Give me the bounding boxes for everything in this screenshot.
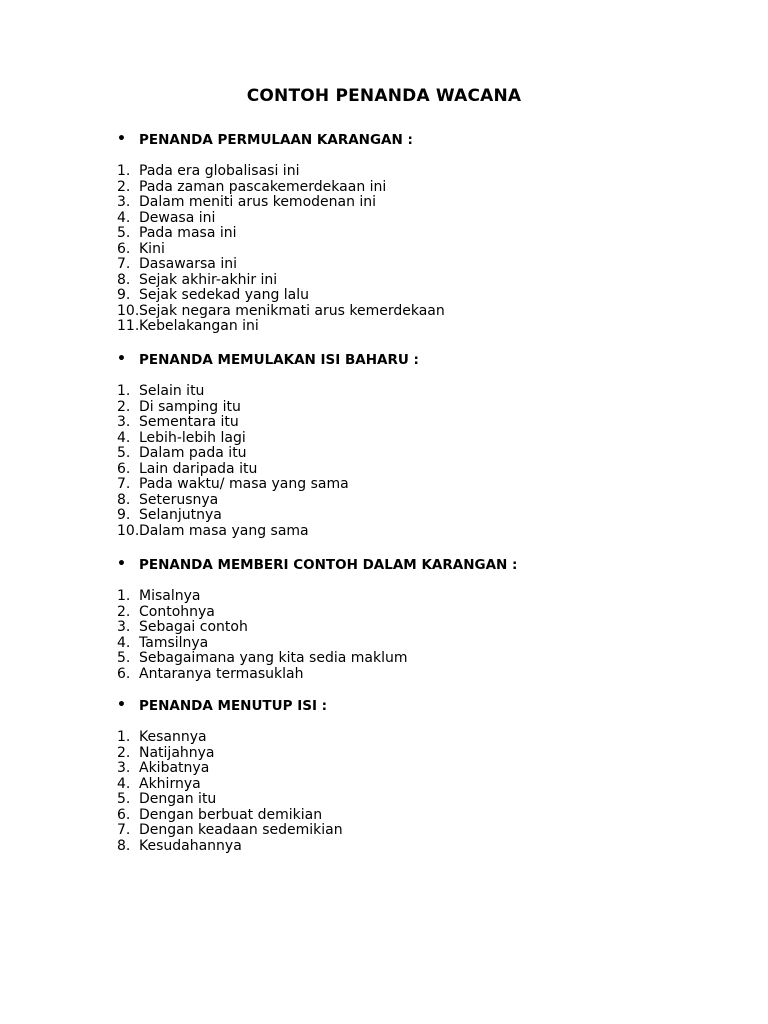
list-item-number: 3. (117, 760, 131, 776)
list-item (117, 446, 737, 462)
list-item-text: Dengan itu (139, 791, 217, 807)
list-item-text: Seterusnya (139, 491, 219, 508)
list-item (117, 462, 737, 478)
list-item-text: Sejak negara menikmati arus kemerdekaan (139, 302, 445, 319)
list-item-number: 3. (117, 414, 131, 430)
list-item-text: Antaranya termasuklah (139, 665, 304, 682)
bullet-icon: • (117, 351, 126, 367)
list-item-text: Dasawarsa ini (139, 256, 237, 272)
list-item-text: Pada era globalisasi ini (139, 163, 300, 179)
list-item-number: 5. (117, 650, 131, 666)
list-item-text: Dengan keadaan sedemikian (139, 822, 343, 838)
list-item (117, 431, 737, 447)
list-item (117, 211, 737, 227)
list-item-number: 4. (117, 429, 131, 446)
list-item-number: 1. (117, 383, 131, 399)
list-item-text: Lebih-lebih lagi (139, 429, 246, 446)
item-list (117, 730, 737, 854)
list-item (117, 823, 737, 839)
list-item-number: 2. (117, 178, 131, 195)
list-item-text: Sebagai contoh (139, 619, 248, 635)
section-permulaan-karangan (117, 132, 737, 335)
list-item (117, 808, 737, 824)
list-item-text: Lain daripada itu (139, 460, 258, 477)
list-item-number: 6. (117, 665, 131, 682)
list-item-number: 4. (117, 775, 131, 792)
bullet-icon: • (117, 131, 126, 147)
section-heading (117, 698, 737, 716)
list-item-number: 6. (117, 806, 131, 823)
section-heading-text: PENANDA PERMULAAN KARANGAN : (139, 132, 413, 148)
list-item-text: Pada zaman pascakemerdekaan ini (139, 178, 387, 195)
list-item-number: 6. (117, 460, 131, 477)
list-item-number: 6. (117, 240, 131, 257)
section-menutup-isi (117, 698, 737, 854)
list-item (117, 304, 737, 320)
list-item-text: Dalam meniti arus kemodenan ini (139, 194, 377, 210)
list-item (117, 273, 737, 289)
list-item-text: Sementara itu (139, 414, 239, 430)
list-item (117, 195, 737, 211)
list-item-text: Pada masa ini (139, 225, 237, 241)
list-item-text: Di samping itu (139, 398, 241, 415)
list-item-number: 7. (117, 476, 131, 492)
list-item (117, 605, 737, 621)
list-item (117, 508, 737, 524)
list-item-number: 3. (117, 619, 131, 635)
list-item-text: Dengan berbuat demikian (139, 806, 323, 823)
list-item-text: Kebelakangan ini (139, 318, 259, 334)
list-item-text: Natijahnya (139, 744, 215, 761)
list-item-number: 10. (117, 302, 140, 319)
list-item (117, 636, 737, 652)
list-item-text: Dewasa ini (139, 209, 216, 226)
list-item-number: 10. (117, 522, 140, 539)
list-item-number: 1. (117, 729, 131, 745)
list-item (117, 589, 737, 605)
list-item-number: 1. (117, 588, 131, 604)
list-item (117, 226, 737, 242)
list-item-number: 3. (117, 194, 131, 210)
list-item-text: Selanjutnya (139, 507, 222, 523)
list-item (117, 493, 737, 509)
list-item-text: Misalnya (139, 588, 201, 604)
list-item (117, 477, 737, 493)
list-item (117, 777, 737, 793)
section-memberi-contoh (117, 557, 737, 682)
list-item (117, 792, 737, 808)
list-item-number: 9. (117, 287, 131, 303)
list-item (117, 288, 737, 304)
list-item-text: Sejak sedekad yang lalu (139, 287, 310, 303)
list-item (117, 415, 737, 431)
section-heading (117, 132, 737, 150)
list-item-text: Contohnya (139, 603, 215, 620)
list-item-text: Selain itu (139, 383, 205, 399)
page-title: CONTOH PENANDA WACANA (246, 86, 522, 106)
list-item-number: 4. (117, 209, 131, 226)
list-item (117, 164, 737, 180)
list-item (117, 667, 737, 683)
list-item (117, 651, 737, 667)
list-item-number: 1. (117, 163, 131, 179)
list-item-number: 9. (117, 507, 131, 523)
bullet-icon: • (117, 556, 126, 572)
list-item-text: Sejak akhir-akhir ini (139, 271, 278, 288)
list-item (117, 761, 737, 777)
section-heading (117, 352, 737, 370)
list-item (117, 257, 737, 273)
list-item (117, 180, 737, 196)
list-item-number: 8. (117, 837, 131, 854)
list-item (117, 384, 737, 400)
item-list (117, 164, 737, 335)
list-item-number: 7. (117, 256, 131, 272)
list-item (117, 730, 737, 746)
list-item-text: Kesudahannya (139, 837, 242, 854)
list-item-number: 2. (117, 603, 131, 620)
list-item-text: Akibatnya (139, 760, 210, 776)
list-item (117, 620, 737, 636)
list-item-number: 5. (117, 445, 131, 461)
list-item-number: 5. (117, 225, 131, 241)
item-list (117, 384, 737, 539)
item-list (117, 589, 737, 682)
list-item-number: 5. (117, 791, 131, 807)
list-item-text: Dalam pada itu (139, 445, 247, 461)
list-item-text: Akhirnya (139, 775, 201, 792)
list-item-text: Dalam masa yang sama (139, 522, 309, 539)
list-item (117, 746, 737, 762)
list-item (117, 839, 737, 855)
list-item-text: Kini (139, 240, 165, 257)
list-item-number: 4. (117, 634, 131, 651)
list-item-number: 2. (117, 744, 131, 761)
section-heading-text: PENANDA MENUTUP ISI : (139, 698, 328, 714)
bullet-icon: • (117, 697, 126, 713)
list-item (117, 242, 737, 258)
list-item-text: Tamsilnya (139, 634, 209, 651)
list-item-number: 7. (117, 822, 131, 838)
list-item-number: 8. (117, 271, 131, 288)
list-item-text: Pada waktu/ masa yang sama (139, 476, 349, 492)
list-item (117, 319, 737, 335)
list-item-number: 8. (117, 491, 131, 508)
list-item-text: Sebagaimana yang kita sedia maklum (139, 650, 408, 666)
list-item (117, 400, 737, 416)
list-item-number: 2. (117, 398, 131, 415)
section-heading-text: PENANDA MEMBERI CONTOH DALAM KARANGAN : (139, 557, 518, 573)
section-heading (117, 557, 737, 575)
list-item (117, 524, 737, 540)
list-item-text: Kesannya (139, 729, 207, 745)
section-heading-text: PENANDA MEMULAKAN ISI BAHARU : (139, 352, 419, 368)
section-memulakan-isi-baharu (117, 352, 737, 539)
list-item-number: 11. (117, 318, 140, 334)
